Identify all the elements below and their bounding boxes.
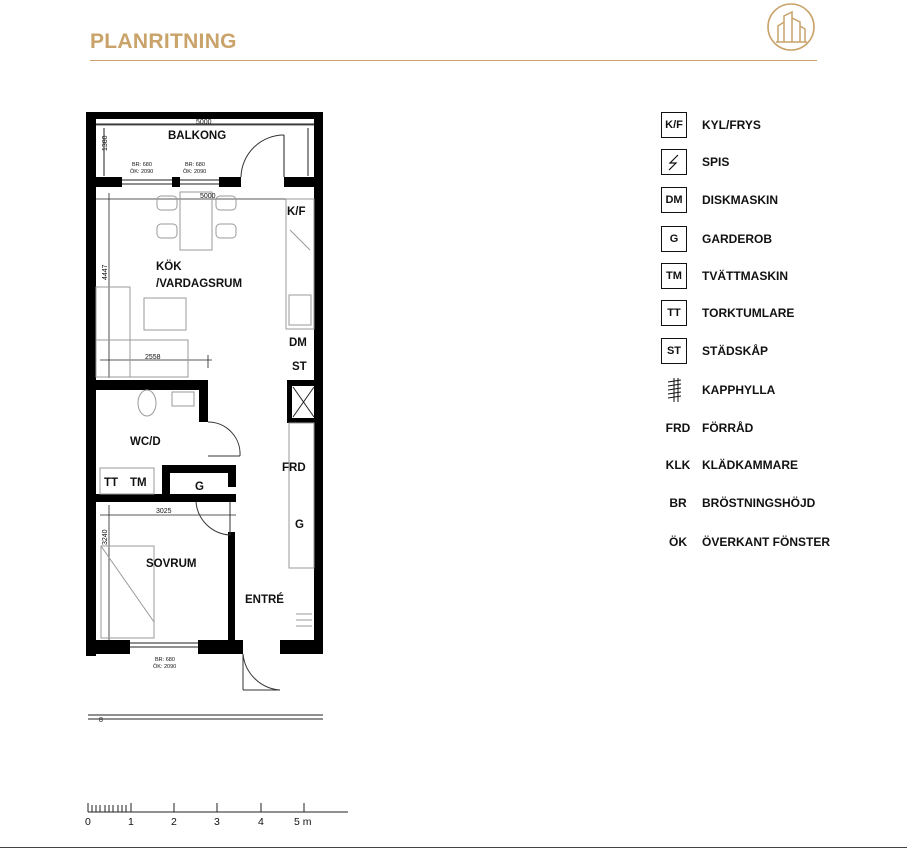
footer-divider <box>0 847 907 848</box>
scale-tick-2: 2 <box>171 816 177 828</box>
dim-bedroom-depth: 3240 <box>102 529 109 545</box>
legend-item-dm <box>661 186 779 214</box>
window-1-ok: ÖK: 2090 <box>130 169 154 175</box>
fixture-label-dm: DM <box>289 337 307 349</box>
scale-tick-4: 4 <box>258 816 264 828</box>
legend-label-st: STÄDSKÅP <box>702 344 769 358</box>
room-label-balkong: BALKONG <box>168 130 227 142</box>
legend-code-br: BR <box>669 496 687 510</box>
dim-bedroom-width: 3025 <box>156 508 172 515</box>
scale-tick-5: 5 m <box>294 816 312 828</box>
dim-kitchen-width: 5000 <box>200 193 216 200</box>
room-label-vardagsrum: /VARDAGSRUM <box>156 278 243 290</box>
fixture-label-tt: TT <box>104 477 119 489</box>
legend-code-st: ST <box>661 338 687 364</box>
window-3-ok: ÖK: 2090 <box>153 664 177 670</box>
legend-label-g: GARDEROB <box>702 232 773 246</box>
legend-code-tt: TT <box>661 300 687 326</box>
fixture-label-g-wc: G <box>195 481 204 493</box>
legend-label-br: BRÖSTNINGSHÖJD <box>702 496 816 510</box>
fixture-label-tm: TM <box>130 477 147 489</box>
legend-item-kf <box>661 111 761 139</box>
legend-item-st <box>661 337 769 365</box>
legend-code-g: G <box>661 226 687 252</box>
legend-label-spis: SPIS <box>702 155 730 169</box>
legend-item-g <box>661 225 773 253</box>
window-2-br: BR: 680 <box>185 162 205 168</box>
window-2-ok: ÖK: 2090 <box>183 169 207 175</box>
section-mark-label: 8 <box>99 717 103 724</box>
room-label-wc: WC/D <box>130 436 161 448</box>
legend-code-tm: TM <box>661 263 687 289</box>
legend-label-kapphylla: KAPPHYLLA <box>702 383 776 397</box>
legend-code-ok: ÖK <box>669 535 687 549</box>
dim-living-depth: 4447 <box>102 264 109 280</box>
fixture-label-st: ST <box>292 361 307 373</box>
dim-living-inner: 2558 <box>145 354 161 361</box>
legend-label-frd: FÖRRÅD <box>702 421 754 435</box>
kapphylla-icon <box>661 377 687 403</box>
page-title: PLANRITNING <box>90 30 237 53</box>
legend-item-br <box>661 489 816 517</box>
scale-bar <box>88 803 348 812</box>
fixture-label-kf: K/F <box>287 206 306 218</box>
scale-tick-3: 3 <box>214 816 220 828</box>
legend-label-ok: ÖVERKANT FÖNSTER <box>702 535 831 549</box>
section-mark <box>88 715 323 719</box>
window-1-br: BR: 680 <box>132 162 152 168</box>
legend-code-kf: K/F <box>661 112 687 138</box>
fixture-label-g-hall: G <box>295 519 304 531</box>
legend-item-kapphylla <box>661 376 776 404</box>
legend-item-klk <box>661 451 798 479</box>
dim-balkong-width: 5000 <box>196 119 212 126</box>
legend-label-tt: TORKTUMLARE <box>702 306 795 320</box>
legend-label-kf: KYL/FRYS <box>702 118 761 132</box>
fixture-label-frd: FRD <box>282 462 306 474</box>
room-label-sovrum: SOVRUM <box>146 558 197 570</box>
legend-item-tt <box>661 299 795 327</box>
legend-item-spis <box>661 148 730 176</box>
room-label-kok: KÖK <box>156 261 182 273</box>
legend-label-klk: KLÄDKAMMARE <box>702 458 798 472</box>
spis-icon <box>661 149 687 175</box>
shaft <box>293 387 314 417</box>
dim-balkong-depth: 1380 <box>102 135 109 151</box>
scale-tick-1: 1 <box>128 816 134 828</box>
window-3-br: BR: 680 <box>155 657 175 663</box>
legend-item-frd <box>661 414 754 442</box>
room-label-entre: ENTRÉ <box>245 594 284 606</box>
legend-item-ok <box>661 528 831 556</box>
legend-label-tm: TVÄTTMASKIN <box>702 269 788 283</box>
legend-code-frd: FRD <box>665 421 691 435</box>
legend-item-tm <box>661 262 788 290</box>
legend-label-dm: DISKMASKIN <box>702 193 779 207</box>
legend-code-klk: KLK <box>665 458 691 472</box>
legend-code-dm: DM <box>661 187 687 213</box>
scale-tick-0: 0 <box>85 816 91 828</box>
